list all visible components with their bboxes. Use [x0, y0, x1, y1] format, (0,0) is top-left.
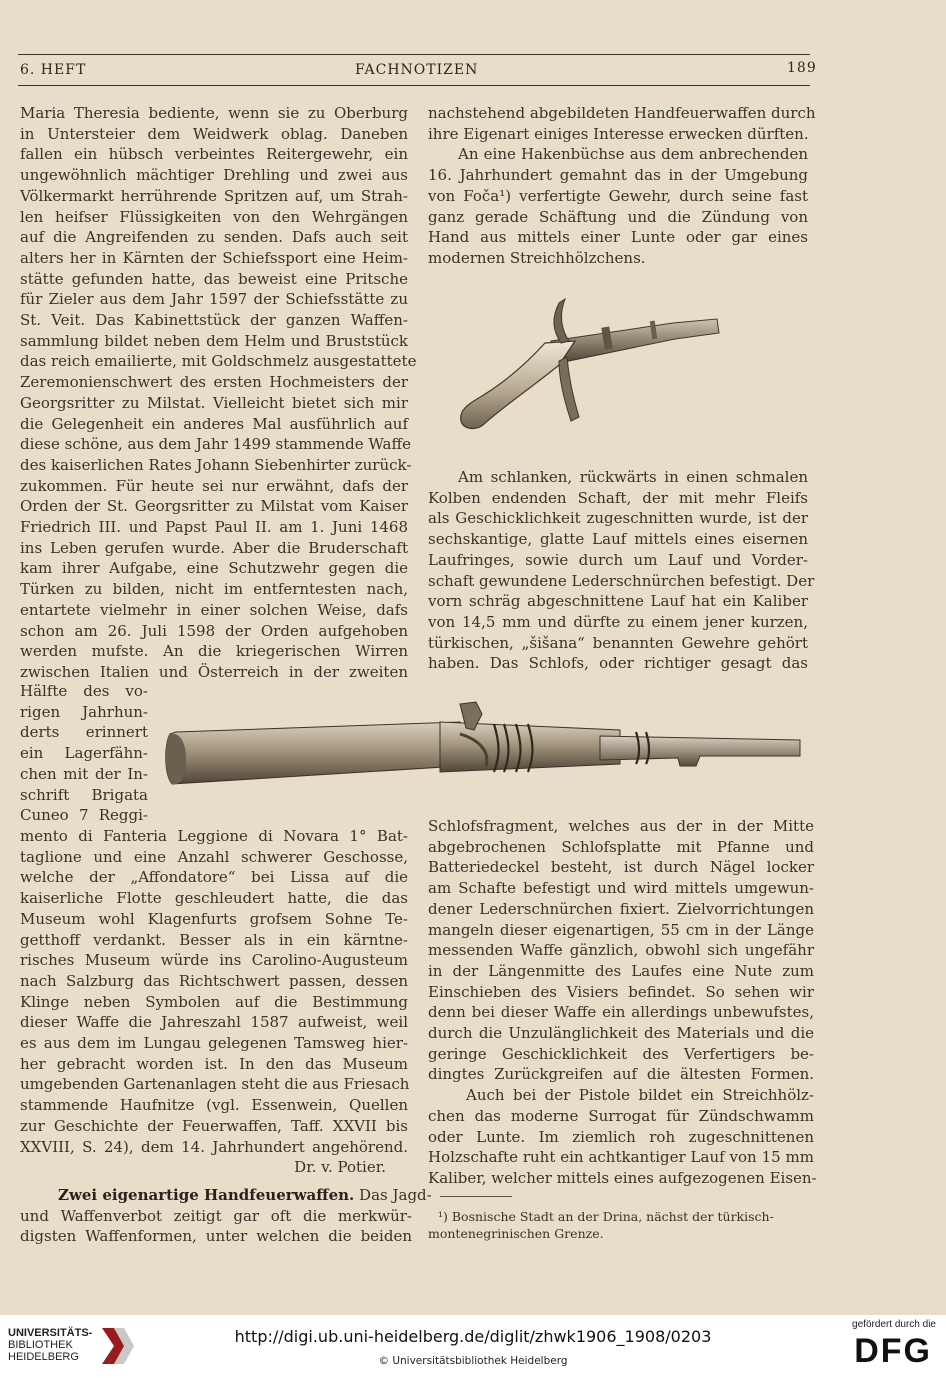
text-line: stätte gefunden hatte, das beweist eine Pritsche [20, 269, 408, 288]
right-column-middle [428, 467, 815, 674]
text-line: auf die Angreifenden zu senden. Dafs auch seit [20, 228, 408, 247]
right-column-top [428, 103, 816, 269]
text-line: zwischen Italien und Österreich in der zweiten [20, 662, 408, 681]
text-line: Museum wohl Klagenfurts grofsem Sohne Te- [20, 909, 408, 928]
text-line: St. Veit. Das Kabinettstück der ganzen Waffen- [20, 311, 408, 330]
text-line: umgebenden Gartenanlagen steht die aus Friesach [20, 1075, 410, 1094]
source-url-link[interactable]: http://digi.ub.uni-heidelberg.de/diglit/zhwk1906_1908/0203 [234, 1327, 712, 1346]
footnote [428, 1208, 820, 1242]
text-line: die Gelegenheit ein anderes Mal ausführlich auf [20, 414, 408, 433]
section-start [20, 1185, 432, 1247]
left-column-narrow [20, 681, 148, 826]
pistol-illustration [455, 293, 725, 433]
text-line: denn bei dieser Waffe ein allerdings unbewufstes, [428, 1003, 814, 1022]
text-line: Georgsritter zu Milstat. Vielleicht bietet sich mir [20, 393, 408, 412]
text-line: ein Lagerfähn- [20, 744, 148, 763]
text-line: ihre Eigenart einiges Interesse erwecken dürften. [428, 124, 809, 143]
running-head-title: FACHNOTIZEN [355, 62, 479, 78]
text-line: kaiserliche Flotte geschleudert hatte, die das [20, 889, 408, 908]
text-line: nach Salzburg das Richtschwert passen, dessen [20, 971, 408, 990]
text-line: len heifser Flüssigkeiten von den Wehrgängen [20, 207, 408, 226]
footnote-line: ¹) Bosnische Stadt an der Drina, nächst der türkisch- [438, 1209, 774, 1224]
text-line: fallen ein hübsch verbeintes Reitergewehr, ein [20, 145, 408, 164]
text-line: derts erinnert [20, 723, 148, 742]
text-line: mento di Fanteria Leggione di Novara 1° Bat- [20, 827, 408, 845]
text-line: Maria Theresia bediente, wenn sie zu Oberburg [20, 104, 408, 122]
copyright-notice: © Universitätsbibliothek Heidelberg [378, 1355, 568, 1367]
text-line: modernen Streichhölzchens. [428, 248, 646, 267]
text-line: in der Längenmitte des Laufes eine Nute zum [428, 961, 814, 980]
text-line: An eine Hakenbüchse aus dem anbrechenden [458, 145, 808, 164]
text-line: Kaliber, welcher mittels eines aufgezogenen Eisen- [428, 1168, 817, 1187]
text-line: getthoff verdankt. Besser als in ein kärntne- [20, 930, 408, 949]
long-gun-illustration [160, 694, 808, 814]
library-name-line: BIBLIOTHEK [8, 1339, 73, 1351]
text-line: zur Geschichte der Feuerwaffen, Taff. XXVII bis [20, 1116, 408, 1135]
header-rule-bottom [18, 85, 810, 86]
text-line: Am schlanken, rückwärts in einen schmalen [458, 468, 808, 486]
text-line: messenden Waffe gänzlich, obwohl sich ungefähr [428, 941, 814, 960]
text-line: stammende Haufnitze (vgl. Essenwein, Quellen [20, 1096, 408, 1115]
text-line: als Geschicklichkeit zugeschnitten wurde, ist der [428, 509, 808, 528]
text-line: nachstehend abgebildeten Handfeuerwaffen durch [428, 104, 816, 122]
text-line: dieser Waffe die Jahreszahl 1587 aufweist, weil [20, 1013, 408, 1032]
text-line: 16. Jahrhundert gemahnt das in der Umgebung [428, 166, 808, 185]
left-column-top [20, 103, 417, 683]
text-line: ganz gerade Schäftung und die Zündung von [428, 207, 808, 226]
text-line: geringe Geschicklichkeit des Verfertigers be- [428, 1044, 814, 1063]
text-line: welche der „Affondatore“ bei Lissa auf die [20, 868, 408, 887]
text-line: für Zieler aus dem Jahr 1597 der Schiefsstätte zu [20, 290, 408, 309]
running-head-left: 6. HEFT [20, 62, 87, 78]
text-line: oder Lunte. Im ziemlich roh zugeschnittenen [428, 1127, 814, 1146]
right-column-bottom [428, 816, 817, 1189]
text-line: ungewöhnlich mächtiger Drehling und zwei aus [20, 166, 408, 185]
text-line: Batteriedeckel besteht, ist durch Nägel locker [428, 858, 814, 877]
text-line: dingtes Zurückgreifen auf die ältesten Formen. [428, 1065, 814, 1084]
text-line: ins Leben gerufen wurde. Aber die Bruderschaft [20, 538, 408, 557]
text-line: Schlofsfragment, welches aus der in der Mitte [428, 817, 814, 835]
text-line: das reich emailierte, mit Goldschmelz ausgestattete [20, 352, 417, 371]
text-line: sammlung bildet neben dem Helm und Bruststück [20, 331, 408, 350]
dfg-logo: DFG [854, 1332, 932, 1370]
text-line: des kaiserlichen Rates Johann Siebenhirter zurück- [20, 455, 412, 474]
text-line: es aus dem im Lungau gelegenen Tamsweg hier- [20, 1034, 408, 1053]
text-line: risches Museum würde ins Carolino-Augusteum [20, 951, 408, 970]
text-line: Türken zu bilden, nicht im entferntesten nach, [20, 580, 408, 599]
text-line: Cuneo 7 Reggi- [20, 806, 148, 825]
text-line: Zeremonienschwert des ersten Hochmeisters der [20, 373, 408, 392]
header-rule-top [18, 54, 810, 55]
text-line: Hälfte des vo- [20, 682, 148, 700]
text-line: türkischen, „šišana“ benannten Gewehre gehört [428, 633, 808, 652]
left-column-bottom [20, 826, 408, 1178]
text-line: von 14,5 mm und dürfte zu einem jener kurzen, [428, 612, 808, 631]
text-line: Laufringes, sowie durch um Lauf und Vorder- [428, 550, 808, 569]
text-line: zukommen. Für heute sei nur erwähnt, dafs der [20, 476, 408, 495]
text-line: sechskantige, glatte Lauf mittels eines eisernen [428, 530, 808, 549]
text-line: Völkermarkt herrührende Spritzen auf, um Strah- [20, 186, 408, 205]
text-line: Kolben endenden Schaft, der mit mehr Fleifs [428, 488, 808, 507]
text-line: abgebrochenen Schlofsplatte mit Pfanne und [428, 837, 814, 856]
text-line: von Foča¹) verfertigte Gewehr, durch seine fast [428, 186, 808, 205]
text-line: Einschieben des Visiers befindet. So sehen wir [428, 982, 814, 1001]
text-line: Holzschafte ruht ein achtkantiger Lauf von 15 mm [428, 1148, 814, 1167]
text-line: schaft gewundene Lederschnürchen befestigt. Der [428, 571, 815, 590]
text-line: werden mufste. An die kriegerischen Wirren [20, 642, 408, 661]
text-line: dener Lederschnürchen fixiert. Zielvorrichtungen [428, 899, 814, 918]
text-line: Das Jagd- [359, 1186, 432, 1204]
text-line: XXVIII, S. 24), dem 14. Jahrhundert angehörend. [20, 1137, 408, 1156]
text-line: alters her in Kärnten der Schiefssport eine Heim- [20, 248, 408, 267]
text-line: haben. Das Schlofs, oder richtiger gesagt das [428, 654, 808, 673]
text-line: mangeln dieser eigenartigen, 55 cm in der Länge [428, 920, 814, 939]
text-line: Auch bei der Pistole bildet ein Streichhölz- [466, 1086, 814, 1105]
text-line: Klinge neben Symbolen auf die Bestimmung [20, 992, 408, 1011]
digitization-footer [0, 1315, 946, 1378]
text-line: durch die Unzulänglichkeit des Materials und die [428, 1024, 814, 1043]
text-line: diese schöne, aus dem Jahr 1499 stammende Waffe [20, 435, 412, 454]
footnote-rule [440, 1196, 512, 1197]
section-heading: Zwei eigenartige Handfeuerwaffen. [58, 1186, 355, 1204]
text-line: chen das moderne Surrogat für Zündschwamm [428, 1106, 814, 1125]
library-name-line: HEIDELBERG [8, 1351, 79, 1363]
text-line: vorn schräg abgeschnittene Lauf hat ein Kaliber [428, 592, 808, 611]
text-line: schon am 26. Juli 1598 der Orden aufgehoben [20, 621, 408, 640]
text-line: Friedrich III. und Papst Paul II. am 1. Juni 1468 [20, 518, 408, 537]
text-line: digsten Waffenformen, unter welchen die beiden [20, 1227, 412, 1246]
text-line: Orden der St. Georgsritter zu Milstat vom Kaiser [20, 497, 408, 516]
text-line: in Untersteier dem Weidwerk oblag. Daneben [20, 124, 408, 143]
text-line: Hand aus mittels einer Lunte oder gar eines [428, 228, 808, 247]
text-line: her gebracht worden ist. In den das Museum [20, 1054, 408, 1073]
text-line: taglione und eine Anzahl schwerer Geschosse, [20, 847, 408, 866]
footnote-line: montenegrinischen Grenze. [428, 1226, 604, 1241]
text-line: rigen Jahrhun- [20, 702, 148, 721]
text-line: chen mit der In- [20, 764, 148, 783]
library-name-line: UNIVERSITÄTS- [8, 1327, 93, 1339]
text-line: und Waffenverbot zeitigt gar oft die merkwür- [20, 1206, 412, 1225]
page-number: 189 [787, 60, 817, 76]
text-line: schrift Brigata [20, 785, 148, 804]
author-signature: Dr. v. Potier. [294, 1158, 386, 1177]
text-line: kam ihrer Aufgabe, eine Schutzwehr gegen die [20, 559, 408, 578]
text-line: am Schafte befestigt und wird mittels umgewun- [428, 879, 814, 898]
text-line: entartete vielmehr in einer solchen Weise, dafs [20, 600, 408, 619]
funding-label: gefördert durch die [852, 1319, 936, 1330]
